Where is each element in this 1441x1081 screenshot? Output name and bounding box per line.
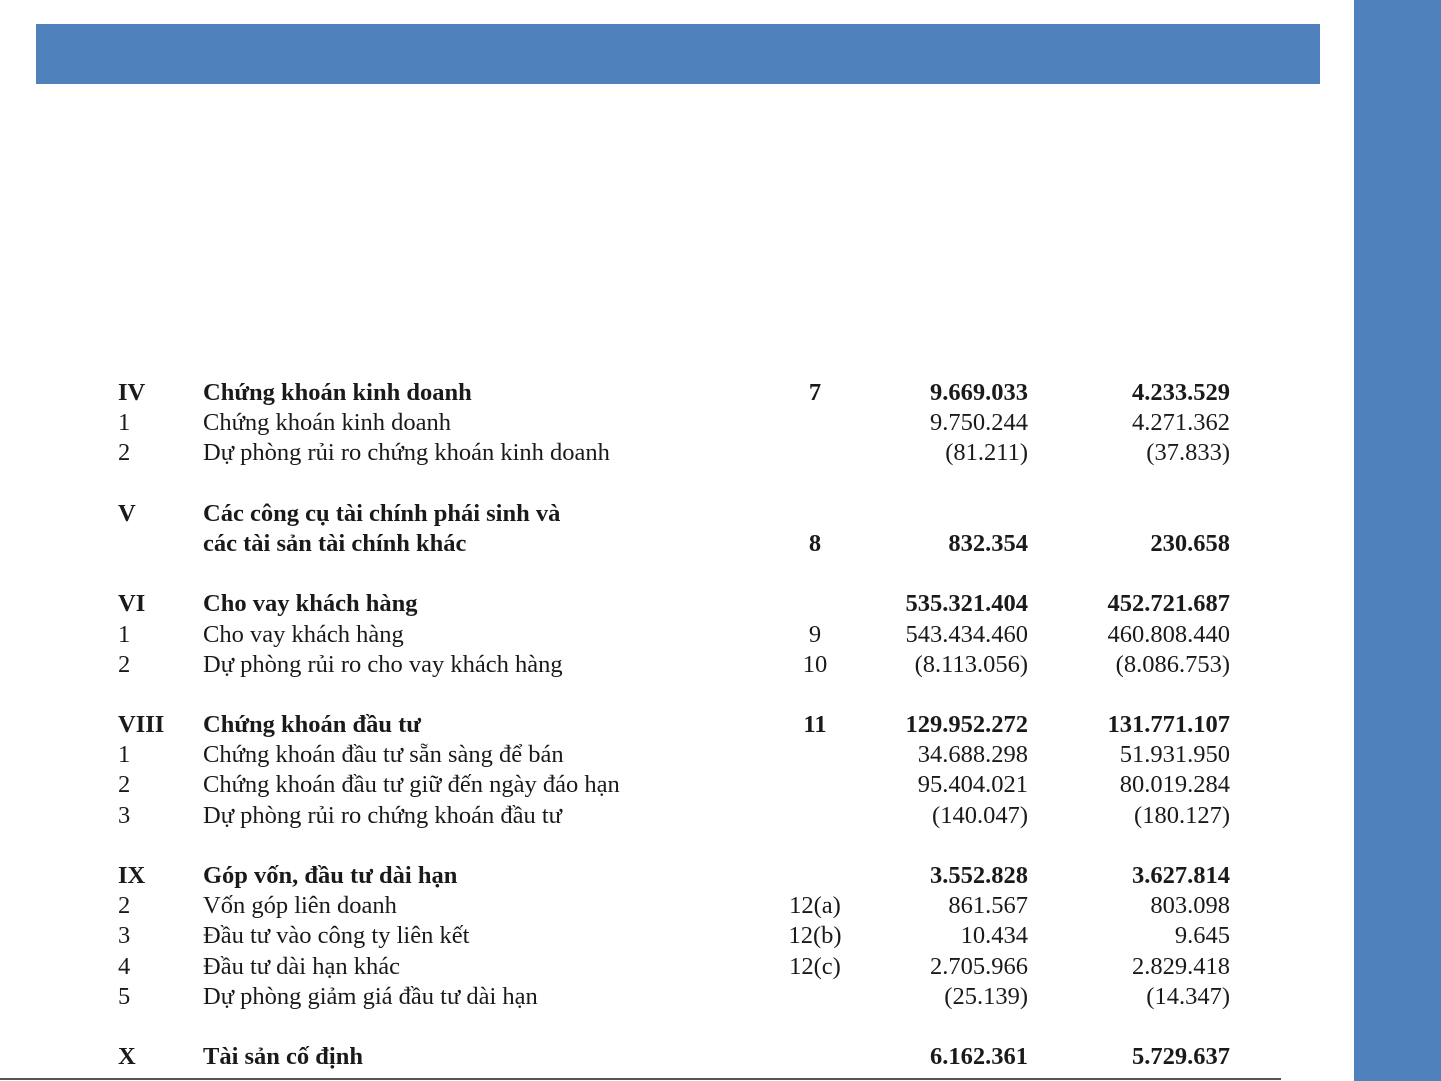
row-code: 3 <box>118 922 131 950</box>
row-label: Tài sản cố định <box>203 1043 363 1071</box>
row-value-current: 95.404.021 <box>917 771 1028 799</box>
row-value-prior: 4.233.529 <box>1132 379 1230 406</box>
bottom-divider <box>0 1078 1281 1080</box>
row-label: Dự phòng rủi ro cho vay khách hàng <box>203 650 563 678</box>
row-note: 12(a) <box>789 892 841 920</box>
table-row <box>0 620 1300 650</box>
row-value-current: 9.669.033 <box>930 379 1028 406</box>
row-label: Đầu tư vào công ty liên kết <box>203 922 470 950</box>
table-row <box>0 408 1300 438</box>
row-note: 11 <box>803 711 827 739</box>
row-note: 9 <box>808 620 822 648</box>
row-value-current: (81.211) <box>945 439 1028 467</box>
row-code: 2 <box>118 771 131 799</box>
row-value-prior: 80.019.284 <box>1119 771 1230 799</box>
spacer-row <box>0 559 1300 589</box>
row-label: Chứng khoán đầu tư sẵn sàng để bán <box>203 741 564 769</box>
row-code: 2 <box>118 892 131 920</box>
row-code: VI <box>118 590 146 618</box>
row-value-current: 129.952.272 <box>905 711 1028 739</box>
row-value-current: 34.688.298 <box>917 741 1028 769</box>
row-value-prior: (8.086.753) <box>1115 650 1230 678</box>
row-label: Góp vốn, đầu tư dài hạn <box>203 862 458 889</box>
row-code: 3 <box>118 801 131 829</box>
row-note: 7 <box>808 379 822 406</box>
table-row <box>0 861 1300 891</box>
row-value-prior: 230.658 <box>1150 529 1230 557</box>
table-row <box>0 982 1300 1012</box>
spacer-row <box>0 1012 1300 1042</box>
row-code: 2 <box>118 650 131 678</box>
row-label: Đầu tư dài hạn khác <box>203 952 400 980</box>
row-value-prior: 4.271.362 <box>1132 409 1230 437</box>
row-value-current: 6.162.361 <box>930 1043 1028 1071</box>
table-row <box>0 770 1300 800</box>
table-row <box>0 529 1300 559</box>
table-row <box>0 438 1300 468</box>
row-label: Cho vay khách hàng <box>203 620 404 648</box>
row-value-current: 9.750.244 <box>930 409 1028 437</box>
row-code: 1 <box>118 741 131 769</box>
row-value-current: (140.047) <box>932 801 1028 829</box>
row-label: Chứng khoán kinh doanh <box>203 379 472 406</box>
row-code: 1 <box>118 409 131 437</box>
row-code: 2 <box>118 439 131 467</box>
side-band <box>1354 0 1441 1081</box>
row-label: Dự phòng rủi ro chứng khoán đầu tư <box>203 801 562 829</box>
row-value-prior: 9.645 <box>1174 922 1230 950</box>
table-row <box>0 589 1300 619</box>
row-value-prior: (14.347) <box>1146 982 1230 1010</box>
row-code: VIII <box>118 711 165 739</box>
spacer-row <box>0 469 1300 499</box>
row-code: 4 <box>118 952 131 980</box>
row-value-prior: 51.931.950 <box>1119 741 1230 769</box>
row-note: 12(c) <box>789 952 841 980</box>
balance-sheet-table <box>0 378 1300 1072</box>
row-value-current: 3.552.828 <box>930 862 1028 889</box>
row-value-prior: 460.808.440 <box>1107 620 1230 648</box>
table-row <box>0 499 1300 529</box>
row-value-prior: 452.721.687 <box>1107 590 1230 618</box>
row-code: 5 <box>118 982 131 1010</box>
table-row <box>0 1042 1300 1072</box>
row-code: IV <box>118 379 146 406</box>
row-value-current: 832.354 <box>948 529 1028 557</box>
table-row <box>0 378 1300 408</box>
row-label: Dự phòng rủi ro chứng khoán kinh doanh <box>203 439 610 467</box>
row-value-current: 543.434.460 <box>905 620 1028 648</box>
row-label: Chứng khoán đầu tư giữ đến ngày đáo hạn <box>203 771 620 799</box>
row-note: 10 <box>802 650 828 678</box>
row-value-current: (25.139) <box>944 982 1028 1010</box>
row-note: 12(b) <box>788 922 842 950</box>
row-value-current: 2.705.966 <box>930 952 1028 980</box>
row-value-current: 535.321.404 <box>905 590 1028 618</box>
row-value-prior: 131.771.107 <box>1107 711 1230 739</box>
row-label: Vốn góp liên doanh <box>203 892 397 920</box>
row-label: Dự phòng giảm giá đầu tư dài hạn <box>203 982 538 1010</box>
table-row <box>0 740 1300 770</box>
table-row <box>0 710 1300 740</box>
table-row <box>0 921 1300 951</box>
header-band <box>36 24 1320 84</box>
spacer-row <box>0 680 1300 710</box>
row-value-prior: 3.627.814 <box>1132 862 1230 889</box>
table-row <box>0 952 1300 982</box>
row-label: Cho vay khách hàng <box>203 590 418 618</box>
row-code: IX <box>118 862 146 889</box>
row-value-prior: 5.729.637 <box>1132 1043 1230 1071</box>
row-value-current: (8.113.056) <box>914 650 1028 678</box>
spacer-row <box>0 831 1300 861</box>
table-row <box>0 801 1300 831</box>
row-value-prior: (37.833) <box>1146 439 1230 467</box>
row-value-current: 10.434 <box>960 922 1028 950</box>
row-code: V <box>118 499 136 527</box>
row-label: các tài sản tài chính khác <box>203 529 467 557</box>
row-label: Chứng khoán đầu tư <box>203 711 422 739</box>
row-value-current: 861.567 <box>948 892 1028 920</box>
row-value-prior: 803.098 <box>1150 892 1230 920</box>
row-code: X <box>118 1043 136 1071</box>
table-row <box>0 650 1300 680</box>
row-code: 1 <box>118 620 131 648</box>
row-label: Các công cụ tài chính phái sinh và <box>203 499 561 527</box>
table-row <box>0 891 1300 921</box>
row-value-prior: 2.829.418 <box>1132 952 1230 980</box>
row-label: Chứng khoán kinh doanh <box>203 409 452 437</box>
row-note: 8 <box>808 529 822 557</box>
row-value-prior: (180.127) <box>1134 801 1230 829</box>
